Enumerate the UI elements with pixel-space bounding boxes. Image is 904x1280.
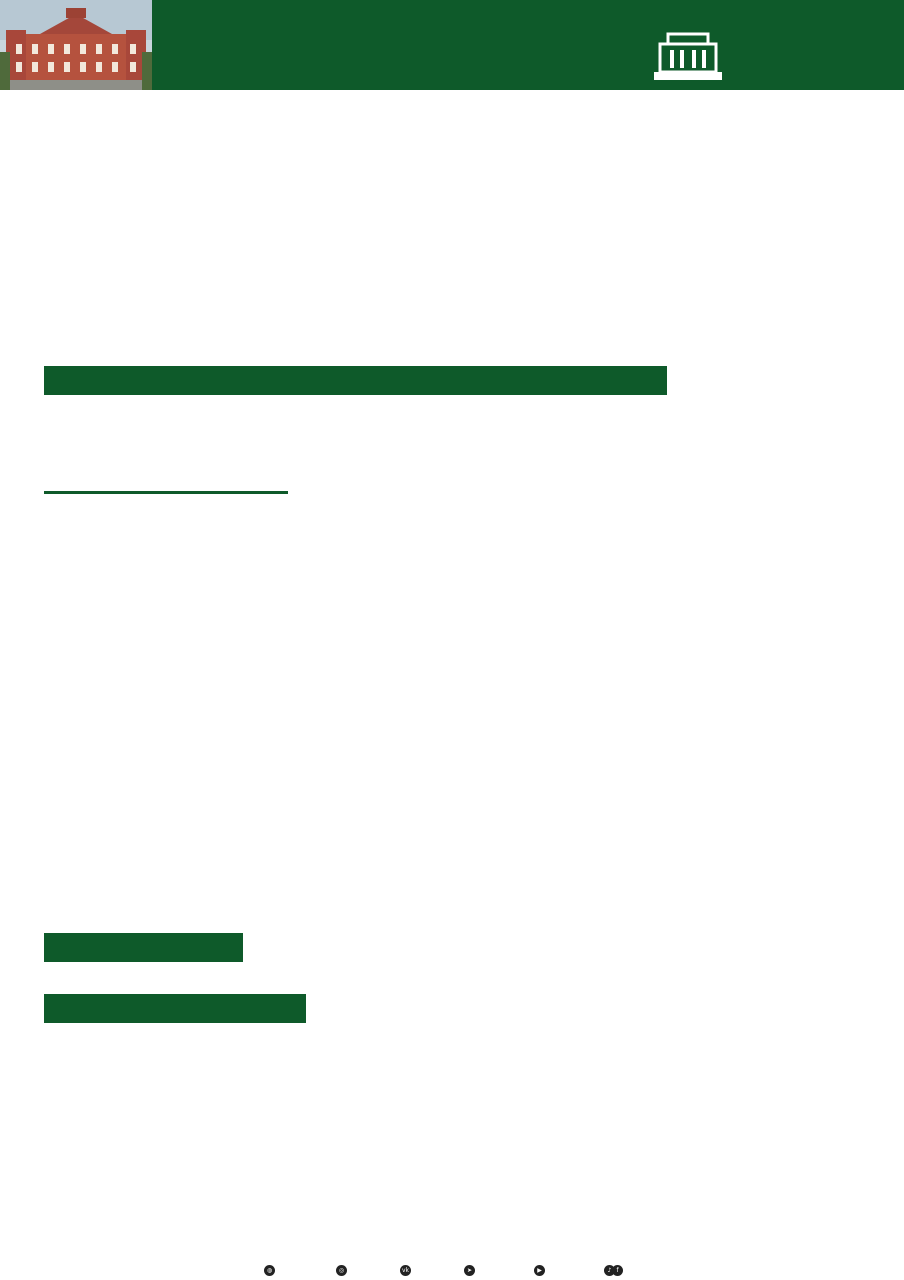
instagram-icon: ◎ [336, 1265, 347, 1276]
theater-building-image [0, 0, 152, 90]
social-vk[interactable] [400, 1263, 414, 1277]
facebook-icon: f [612, 1265, 623, 1276]
social-telegram[interactable] [464, 1263, 478, 1277]
tiktok-icon: ♪ [604, 1265, 615, 1276]
social-instagram[interactable] [336, 1263, 350, 1277]
aesthetics-banner [44, 933, 243, 962]
youtube-icon: ▶ [534, 1265, 545, 1276]
kids-banner [44, 994, 306, 1023]
section-divider [44, 491, 288, 494]
social-site[interactable] [264, 1263, 278, 1277]
social-facebook[interactable] [612, 1263, 626, 1277]
social-youtube[interactable] [534, 1263, 548, 1277]
header [0, 0, 904, 90]
telegram-icon: ➤ [464, 1265, 475, 1276]
social-links [264, 1263, 664, 1277]
globe-icon: ◍ [264, 1265, 275, 1276]
tour-banner [44, 366, 667, 395]
vk-icon: vk [401, 1266, 410, 1274]
theater-logo [650, 26, 726, 82]
